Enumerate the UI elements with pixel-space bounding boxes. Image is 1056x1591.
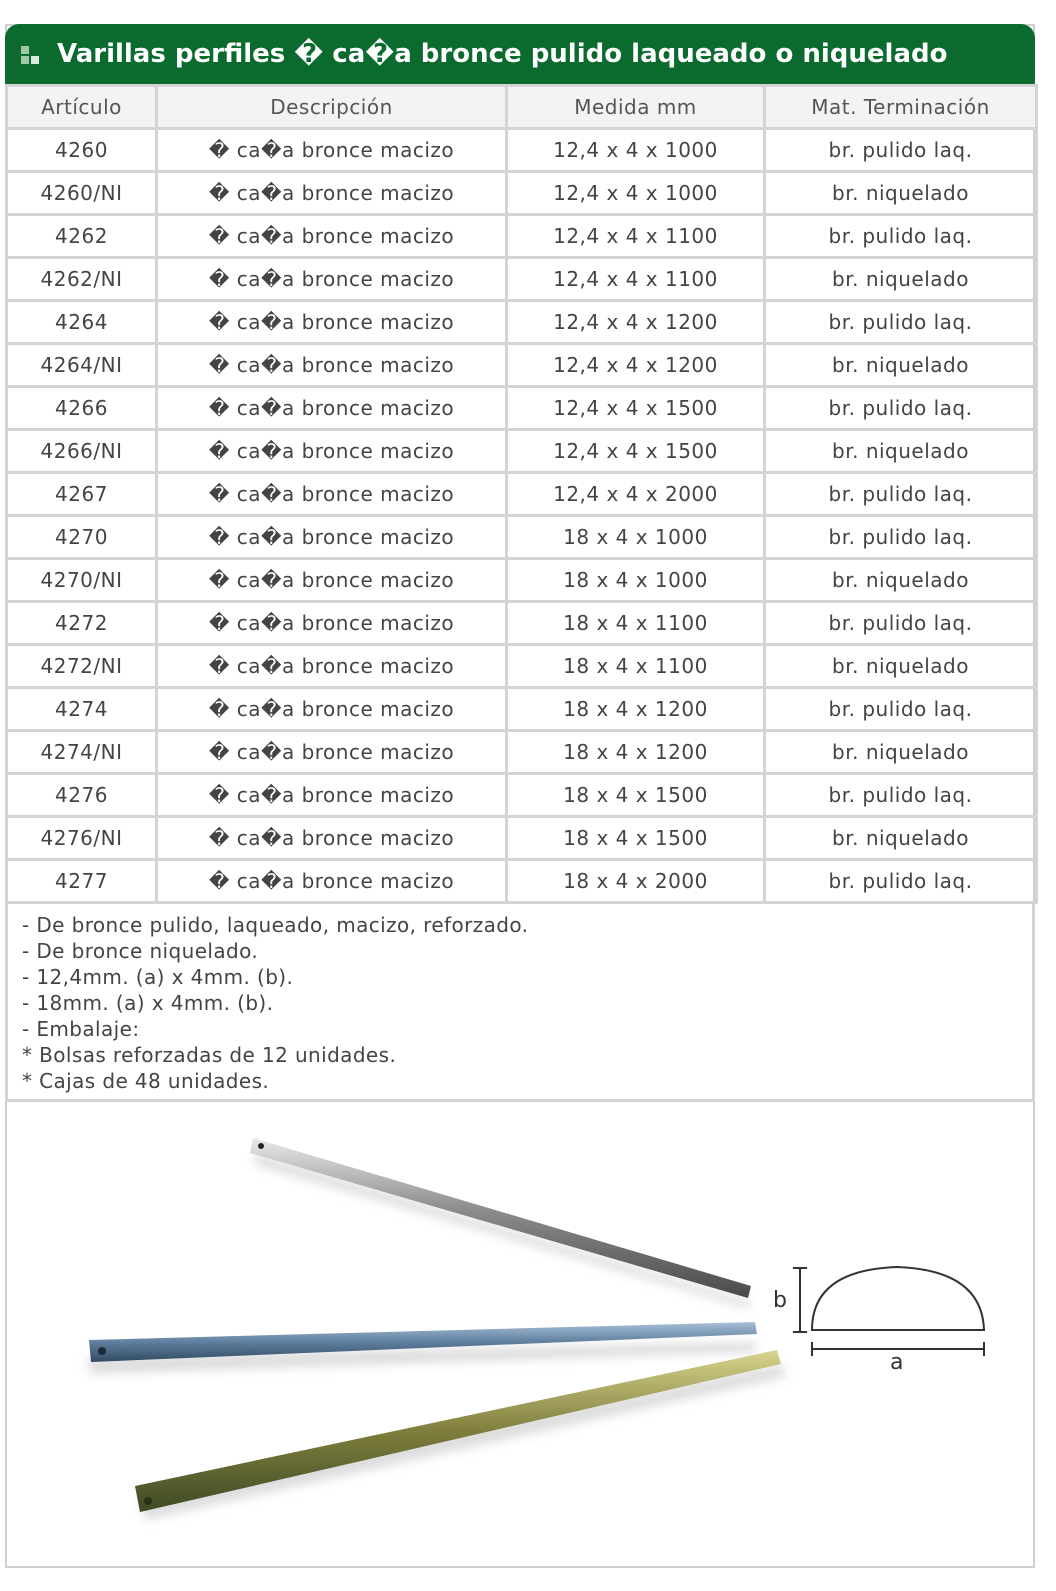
articulo-cell: 4266/NI bbox=[7, 430, 157, 473]
table-row bbox=[7, 774, 1037, 817]
articulo-cell: 4262/NI bbox=[7, 258, 157, 301]
descripcion-cell: � ca�a bronce macizo bbox=[157, 731, 507, 774]
terminacion-cell: br. niquelado bbox=[765, 559, 1037, 602]
table-row bbox=[7, 387, 1037, 430]
descripcion-cell: � ca�a bronce macizo bbox=[157, 817, 507, 860]
articulo-cell: 4274 bbox=[7, 688, 157, 731]
header-articulo: Artículo bbox=[7, 86, 157, 129]
descripcion-cell: � ca�a bronce macizo bbox=[157, 430, 507, 473]
table-row bbox=[7, 559, 1037, 602]
table-row bbox=[7, 172, 1037, 215]
medida-cell: 12,4 x 4 x 1000 bbox=[507, 172, 765, 215]
terminacion-cell: br. pulido laq. bbox=[765, 860, 1037, 903]
page-title: Varillas perfiles � ca�a bronce pulido laqueado o niquelado bbox=[57, 39, 948, 69]
descripcion-cell: � ca�a bronce macizo bbox=[157, 215, 507, 258]
descripcion-cell: � ca�a bronce macizo bbox=[157, 559, 507, 602]
dimension-b-label: b bbox=[773, 1288, 787, 1313]
articulo-cell: 4276 bbox=[7, 774, 157, 817]
table-row bbox=[7, 258, 1037, 301]
note-line: - De bronce niquelado. bbox=[22, 939, 259, 963]
table-row bbox=[7, 430, 1037, 473]
terminacion-cell: br. pulido laq. bbox=[765, 387, 1037, 430]
profile-diagram bbox=[773, 1267, 984, 1375]
medida-cell: 18 x 4 x 1100 bbox=[507, 602, 765, 645]
note-line: - De bronce pulido, laqueado, macizo, reforzado. bbox=[22, 913, 529, 937]
notes-section bbox=[5, 904, 1035, 1102]
descripcion-cell: � ca�a bronce macizo bbox=[157, 129, 507, 172]
terminacion-cell: br. niquelado bbox=[765, 344, 1037, 387]
descripcion-cell: � ca�a bronce macizo bbox=[157, 172, 507, 215]
terminacion-cell: br. pulido laq. bbox=[765, 774, 1037, 817]
table-row bbox=[7, 688, 1037, 731]
articulo-cell: 4277 bbox=[7, 860, 157, 903]
articulo-cell: 4276/NI bbox=[7, 817, 157, 860]
medida-cell: 18 x 4 x 1500 bbox=[507, 817, 765, 860]
medida-cell: 12,4 x 4 x 1200 bbox=[507, 344, 765, 387]
rod-shadow bbox=[139, 1364, 785, 1520]
medida-cell: 18 x 4 x 1500 bbox=[507, 774, 765, 817]
articulo-cell: 4272/NI bbox=[7, 645, 157, 688]
terminacion-cell: br. niquelado bbox=[765, 172, 1037, 215]
table-row bbox=[7, 129, 1037, 172]
terminacion-cell: br. niquelado bbox=[765, 731, 1037, 774]
medida-cell: 12,4 x 4 x 1000 bbox=[507, 129, 765, 172]
table-row bbox=[7, 301, 1037, 344]
terminacion-cell: br. niquelado bbox=[765, 645, 1037, 688]
table-row bbox=[7, 344, 1037, 387]
articulo-cell: 4272 bbox=[7, 602, 157, 645]
header-medida: Medida mm bbox=[507, 86, 765, 129]
medida-cell: 18 x 4 x 2000 bbox=[507, 860, 765, 903]
table-body bbox=[7, 129, 1037, 903]
descripcion-cell: � ca�a bronce macizo bbox=[157, 688, 507, 731]
table-row bbox=[7, 731, 1037, 774]
terminacion-cell: br. pulido laq. bbox=[765, 301, 1037, 344]
table-header-row bbox=[7, 86, 1037, 129]
header-descripcion: Descripción bbox=[157, 86, 507, 129]
descripcion-cell: � ca�a bronce macizo bbox=[157, 774, 507, 817]
descripcion-cell: � ca�a bronce macizo bbox=[157, 516, 507, 559]
title-bar bbox=[5, 24, 1035, 84]
medida-cell: 18 x 4 x 1200 bbox=[507, 731, 765, 774]
terminacion-cell: br. pulido laq. bbox=[765, 602, 1037, 645]
medida-cell: 12,4 x 4 x 1200 bbox=[507, 301, 765, 344]
medida-cell: 18 x 4 x 1200 bbox=[507, 688, 765, 731]
terminacion-cell: br. niquelado bbox=[765, 430, 1037, 473]
medida-cell: 18 x 4 x 1000 bbox=[507, 516, 765, 559]
table-row bbox=[7, 215, 1037, 258]
articulo-cell: 4264/NI bbox=[7, 344, 157, 387]
bullet-squares-icon bbox=[21, 46, 47, 70]
descripcion-cell: � ca�a bronce macizo bbox=[157, 301, 507, 344]
descripcion-cell: � ca�a bronce macizo bbox=[157, 387, 507, 430]
table-row bbox=[7, 602, 1037, 645]
rod-shadow bbox=[253, 1154, 752, 1308]
table-row bbox=[7, 473, 1037, 516]
terminacion-cell: br. niquelado bbox=[765, 258, 1037, 301]
medida-cell: 12,4 x 4 x 1100 bbox=[507, 258, 765, 301]
articulo-cell: 4260 bbox=[7, 129, 157, 172]
terminacion-cell: br. niquelado bbox=[765, 817, 1037, 860]
articulo-cell: 4270 bbox=[7, 516, 157, 559]
descripcion-cell: � ca�a bronce macizo bbox=[157, 473, 507, 516]
note-line: - 12,4mm. (a) x 4mm. (b). bbox=[22, 965, 294, 989]
medida-cell: 12,4 x 4 x 1500 bbox=[507, 387, 765, 430]
medida-cell: 18 x 4 x 1100 bbox=[507, 645, 765, 688]
articulo-cell: 4270/NI bbox=[7, 559, 157, 602]
note-line: * Bolsas reforzadas de 12 unidades. bbox=[22, 1043, 397, 1067]
terminacion-cell: br. pulido laq. bbox=[765, 516, 1037, 559]
product-figure bbox=[7, 1102, 1033, 1542]
articulo-cell: 4267 bbox=[7, 473, 157, 516]
table-row bbox=[7, 516, 1037, 559]
articulo-cell: 4260/NI bbox=[7, 172, 157, 215]
header-terminacion: Mat. Terminación bbox=[765, 86, 1037, 129]
articulo-cell: 4264 bbox=[7, 301, 157, 344]
terminacion-cell: br. pulido laq. bbox=[765, 688, 1037, 731]
table-row bbox=[7, 817, 1037, 860]
medida-cell: 12,4 x 4 x 2000 bbox=[507, 473, 765, 516]
table-row bbox=[7, 860, 1037, 903]
terminacion-cell: br. pulido laq. bbox=[765, 129, 1037, 172]
articulo-cell: 4262 bbox=[7, 215, 157, 258]
table-row bbox=[7, 645, 1037, 688]
descripcion-cell: � ca�a bronce macizo bbox=[157, 602, 507, 645]
medida-cell: 12,4 x 4 x 1500 bbox=[507, 430, 765, 473]
dimension-a-label: a bbox=[890, 1350, 904, 1375]
note-line: - Embalaje: bbox=[22, 1017, 140, 1041]
rods-illustration bbox=[7, 1102, 1033, 1542]
descripcion-cell: � ca�a bronce macizo bbox=[157, 258, 507, 301]
note-line: * Cajas de 48 unidades. bbox=[22, 1069, 270, 1093]
brass-rod bbox=[135, 1350, 781, 1512]
medida-cell: 18 x 4 x 1000 bbox=[507, 559, 765, 602]
terminacion-cell: br. pulido laq. bbox=[765, 473, 1037, 516]
medida-cell: 12,4 x 4 x 1100 bbox=[507, 215, 765, 258]
descripcion-cell: � ca�a bronce macizo bbox=[157, 645, 507, 688]
articulo-cell: 4266 bbox=[7, 387, 157, 430]
silver-rod bbox=[250, 1138, 751, 1298]
descripcion-cell: � ca�a bronce macizo bbox=[157, 344, 507, 387]
terminacion-cell: br. pulido laq. bbox=[765, 215, 1037, 258]
articulo-cell: 4274/NI bbox=[7, 731, 157, 774]
note-line: - 18mm. (a) x 4mm. (b). bbox=[22, 991, 274, 1015]
product-sheet bbox=[5, 24, 1035, 1568]
descripcion-cell: � ca�a bronce macizo bbox=[157, 860, 507, 903]
product-table bbox=[5, 84, 1038, 904]
